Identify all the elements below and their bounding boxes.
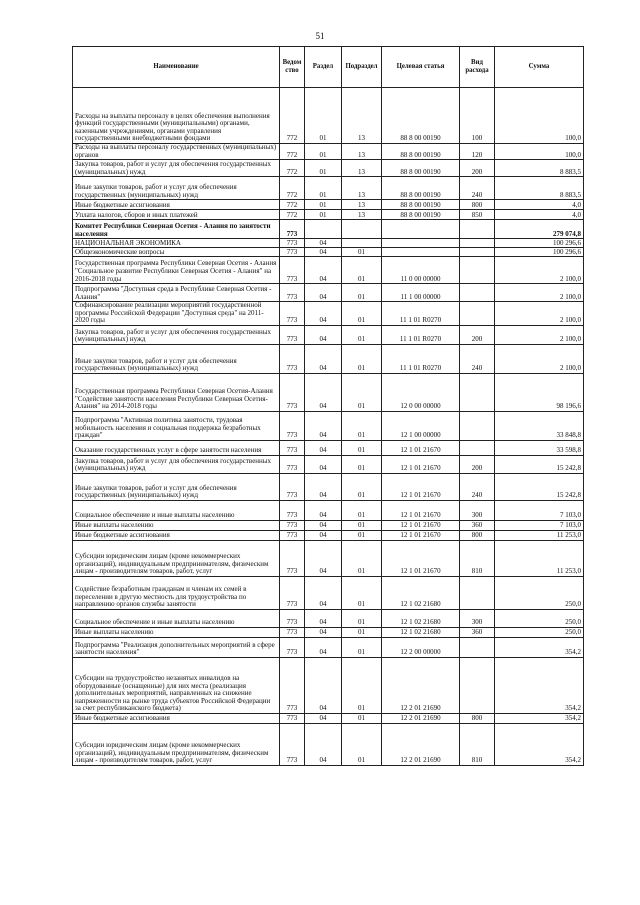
cell-target: 12 1 01 21670 [382, 473, 460, 500]
cell-sum: 11 253,0 [495, 540, 584, 576]
cell-sum: 2 100,0 [495, 284, 584, 302]
cell-subsection: 13 [342, 160, 382, 177]
header-sum: Сумма [495, 47, 584, 88]
cell-name: НАЦИОНАЛЬНАЯ ЭКОНОМИКА [73, 239, 280, 248]
cell-type: 200 [460, 160, 495, 177]
cell-type: 200 [460, 455, 495, 473]
cell-type [460, 239, 495, 248]
cell-ministry: 773 [280, 257, 305, 284]
table-row [73, 88, 584, 144]
cell-target [382, 220, 460, 239]
cell-subsection: 13 [342, 200, 382, 210]
cell-target: 12 0 00 00000 [382, 373, 460, 411]
cell-sum: 100,0 [495, 144, 584, 160]
cell-target: 11 1 01 R0270 [382, 325, 460, 344]
cell-name: Государственная программа Республики Северная Осетия-Алания "Содействие занятости населения Республики Северная Осетия-Алания" на 2014-2018 годы [73, 373, 280, 411]
cell-ministry: 773 [280, 473, 305, 500]
cell-target: 88 8 00 00190 [382, 88, 460, 144]
page-number: 51 [315, 31, 325, 41]
cell-section: 04 [305, 344, 342, 373]
cell-name: Уплата налогов, сборов и иных платежей [73, 210, 280, 220]
cell-name: Иные закупки товаров, работ и услуг для обеспечения государственных (муниципальных) нужд [73, 473, 280, 500]
cell-section: 04 [305, 713, 342, 723]
cell-type [460, 302, 495, 326]
cell-subsection: 01 [342, 473, 382, 500]
table-row [73, 177, 584, 200]
cell-section: 04 [305, 325, 342, 344]
cell-name: Иные бюджетные ассигнования [73, 200, 280, 210]
table-row [73, 220, 584, 239]
cell-section: 04 [305, 576, 342, 609]
cell-ministry: 772 [280, 210, 305, 220]
cell-sum: 11 253,0 [495, 530, 584, 540]
cell-section: 04 [305, 627, 342, 637]
cell-ministry: 773 [280, 344, 305, 373]
cell-target: 12 1 02 21680 [382, 609, 460, 627]
cell-subsection: 01 [342, 609, 382, 627]
cell-target: 88 8 00 00190 [382, 177, 460, 200]
cell-ministry: 773 [280, 609, 305, 627]
cell-sum: 250,0 [495, 576, 584, 609]
cell-sum: 250,0 [495, 627, 584, 637]
cell-type: 800 [460, 530, 495, 540]
cell-name: Закупка товаров, работ и услуг для обеспечения государственных (муниципальных) нужд [73, 455, 280, 473]
table-row [73, 473, 584, 500]
table-row [73, 239, 584, 248]
cell-type [460, 411, 495, 440]
cell-section: 04 [305, 455, 342, 473]
cell-sum: 100 296,6 [495, 248, 584, 257]
cell-subsection: 13 [342, 144, 382, 160]
cell-subsection: 01 [342, 540, 382, 576]
cell-sum: 98 196,6 [495, 373, 584, 411]
cell-ministry: 772 [280, 177, 305, 200]
cell-sum: 2 100,0 [495, 325, 584, 344]
cell-subsection: 01 [342, 530, 382, 540]
cell-sum: 354,2 [495, 637, 584, 657]
cell-sum: 354,2 [495, 723, 584, 765]
cell-section: 04 [305, 411, 342, 440]
cell-section: 01 [305, 144, 342, 160]
cell-section: 01 [305, 177, 342, 200]
cell-type: 240 [460, 177, 495, 200]
table-row [73, 520, 584, 530]
cell-ministry: 773 [280, 248, 305, 257]
cell-section: 04 [305, 657, 342, 713]
cell-section: 04 [305, 257, 342, 284]
cell-sum: 33 598,8 [495, 440, 584, 455]
cell-type [460, 373, 495, 411]
cell-name: Иные выплаты населению [73, 520, 280, 530]
cell-type: 300 [460, 500, 495, 520]
cell-type [460, 257, 495, 284]
cell-subsection: 01 [342, 627, 382, 637]
cell-ministry: 773 [280, 455, 305, 473]
cell-name: Иные выплаты населению [73, 627, 280, 637]
cell-target [382, 239, 460, 248]
cell-sum: 4,0 [495, 200, 584, 210]
cell-type: 810 [460, 723, 495, 765]
cell-sum: 33 848,8 [495, 411, 584, 440]
cell-section: 01 [305, 200, 342, 210]
cell-sum: 4,0 [495, 210, 584, 220]
cell-type [460, 248, 495, 257]
cell-subsection: 01 [342, 455, 382, 473]
cell-target: 12 1 01 21670 [382, 530, 460, 540]
cell-name: Расходы на выплаты персоналу в целях обеспечения выполнения функций государственными (муниципальными) органами, казенными учреждениями, органами управления государственными внебюджетными фондами [73, 88, 280, 144]
cell-target: 12 1 02 21680 [382, 576, 460, 609]
cell-name: Субсидии на трудоустройство незанятых инвалидов на оборудованные (оснащенные) для них места (реализация дополнительных мероприятий, направленных на снижение напряженности на рынке труда субъектов Российской Федерации за счет республиканского бюджета) [73, 657, 280, 713]
cell-sum: 8 883,5 [495, 177, 584, 200]
cell-subsection: 01 [342, 657, 382, 713]
cell-type: 360 [460, 627, 495, 637]
header-ministry: Ведом ство [280, 47, 305, 88]
cell-sum: 15 242,8 [495, 455, 584, 473]
cell-target: 12 1 01 21670 [382, 500, 460, 520]
cell-subsection: 01 [342, 284, 382, 302]
header-name: Наименование [73, 47, 280, 88]
cell-section: 04 [305, 239, 342, 248]
cell-type: 300 [460, 609, 495, 627]
cell-target: 12 1 01 21670 [382, 540, 460, 576]
header-section: Раздел [305, 47, 342, 88]
cell-ministry: 773 [280, 627, 305, 637]
cell-target: 12 1 01 21670 [382, 520, 460, 530]
cell-name: Иные закупки товаров, работ и услуг для обеспечения государственных (муниципальных) нужд [73, 344, 280, 373]
cell-sum: 7 103,0 [495, 500, 584, 520]
cell-subsection: 01 [342, 723, 382, 765]
cell-type: 800 [460, 713, 495, 723]
cell-type: 850 [460, 210, 495, 220]
cell-target: 12 1 00 00000 [382, 411, 460, 440]
cell-ministry: 773 [280, 440, 305, 455]
table-row [73, 440, 584, 455]
cell-ministry: 773 [280, 637, 305, 657]
cell-type: 240 [460, 344, 495, 373]
cell-subsection: 01 [342, 411, 382, 440]
cell-ministry: 773 [280, 500, 305, 520]
cell-sum: 15 242,8 [495, 473, 584, 500]
cell-section [305, 220, 342, 239]
cell-subsection: 13 [342, 88, 382, 144]
cell-section: 04 [305, 248, 342, 257]
table-row [73, 723, 584, 765]
table-row [73, 373, 584, 411]
cell-type: 810 [460, 540, 495, 576]
cell-sum: 100 296,6 [495, 239, 584, 248]
table-row [73, 609, 584, 627]
cell-target: 11 1 01 R0270 [382, 344, 460, 373]
cell-section: 04 [305, 609, 342, 627]
cell-type: 240 [460, 473, 495, 500]
cell-name: Иные бюджетные ассигнования [73, 713, 280, 723]
cell-target: 12 2 01 21690 [382, 713, 460, 723]
cell-sum: 100,0 [495, 88, 584, 144]
cell-name: Государственная программа Республики Северная Осетия - Алания "Социальное развитие Республики Северная Осетия - Алания" на 2016-2018 годы [73, 257, 280, 284]
cell-section: 01 [305, 210, 342, 220]
cell-ministry: 772 [280, 160, 305, 177]
table-row [73, 576, 584, 609]
cell-ministry: 773 [280, 520, 305, 530]
cell-subsection: 01 [342, 325, 382, 344]
cell-subsection: 01 [342, 500, 382, 520]
cell-target: 11 1 01 R0270 [382, 302, 460, 326]
table-row [73, 257, 584, 284]
cell-section: 04 [305, 637, 342, 657]
table-row [73, 160, 584, 177]
cell-ministry: 773 [280, 239, 305, 248]
cell-name: Закупка товаров, работ и услуг для обеспечения государственных (муниципальных) нужд [73, 325, 280, 344]
cell-section: 04 [305, 302, 342, 326]
cell-subsection: 01 [342, 440, 382, 455]
cell-subsection [342, 220, 382, 239]
cell-target: 12 1 02 21680 [382, 627, 460, 637]
cell-type: 360 [460, 520, 495, 530]
table-row [73, 144, 584, 160]
cell-type [460, 220, 495, 239]
cell-section: 01 [305, 88, 342, 144]
table-body [73, 88, 584, 766]
table-row [73, 248, 584, 257]
cell-target: 88 8 00 00190 [382, 144, 460, 160]
cell-name: Иные бюджетные ассигнования [73, 530, 280, 540]
cell-target: 11 0 00 00000 [382, 257, 460, 284]
cell-subsection: 01 [342, 373, 382, 411]
cell-section: 04 [305, 520, 342, 530]
header-target: Целевая статья [382, 47, 460, 88]
cell-name: Общеэкономические вопросы [73, 248, 280, 257]
cell-sum: 2 100,0 [495, 344, 584, 373]
cell-type [460, 657, 495, 713]
cell-type: 800 [460, 200, 495, 210]
cell-ministry: 772 [280, 144, 305, 160]
cell-subsection: 01 [342, 637, 382, 657]
cell-ministry: 772 [280, 88, 305, 144]
cell-subsection: 01 [342, 344, 382, 373]
cell-sum: 279 074,8 [495, 220, 584, 239]
cell-section: 04 [305, 500, 342, 520]
cell-type: 200 [460, 325, 495, 344]
cell-type: 100 [460, 88, 495, 144]
cell-name: Социальное обеспечение и иные выплаты населению [73, 609, 280, 627]
cell-target: 12 2 01 21690 [382, 723, 460, 765]
cell-name: Подпрограмма "Реализация дополнительных мероприятий в сфере занятости населения" [73, 637, 280, 657]
cell-ministry: 773 [280, 713, 305, 723]
cell-name: Подпрограмма "Активная политика занятости, трудовая мобильность населения и социальная поддержка безработных граждан" [73, 411, 280, 440]
cell-sum: 250,0 [495, 609, 584, 627]
cell-subsection [342, 239, 382, 248]
budget-table [72, 46, 584, 766]
table-row [73, 210, 584, 220]
cell-section: 04 [305, 530, 342, 540]
cell-target: 88 8 00 00190 [382, 160, 460, 177]
cell-type: 120 [460, 144, 495, 160]
header-subsection: Подраздел [342, 47, 382, 88]
cell-name: Социальное обеспечение и иные выплаты населению [73, 500, 280, 520]
cell-type [460, 284, 495, 302]
cell-sum: 7 103,0 [495, 520, 584, 530]
cell-section: 04 [305, 373, 342, 411]
cell-subsection: 13 [342, 177, 382, 200]
cell-name: Иные закупки товаров, работ и услуг для обеспечения государственных (муниципальных) нужд [73, 177, 280, 200]
header-row [73, 47, 584, 88]
cell-target: 88 8 00 00190 [382, 200, 460, 210]
cell-section: 04 [305, 440, 342, 455]
cell-ministry: 773 [280, 302, 305, 326]
table-row [73, 627, 584, 637]
cell-target: 12 1 01 21670 [382, 455, 460, 473]
cell-name: Расходы на выплаты персоналу государственных (муниципальных) органов [73, 144, 280, 160]
cell-sum: 2 100,0 [495, 257, 584, 284]
cell-ministry: 773 [280, 723, 305, 765]
cell-sum: 354,2 [495, 713, 584, 723]
cell-name: Подпрограмма "Доступная среда в Республике Северная Осетия - Алания" [73, 284, 280, 302]
cell-ministry: 773 [280, 530, 305, 540]
table-row [73, 455, 584, 473]
cell-subsection: 01 [342, 713, 382, 723]
table-row [73, 200, 584, 210]
cell-subsection: 01 [342, 520, 382, 530]
cell-target [382, 248, 460, 257]
table-row [73, 540, 584, 576]
cell-sum: 2 100,0 [495, 302, 584, 326]
cell-ministry: 773 [280, 657, 305, 713]
cell-ministry: 772 [280, 200, 305, 210]
cell-subsection: 01 [342, 576, 382, 609]
cell-target: 11 1 00 00000 [382, 284, 460, 302]
table-row [73, 344, 584, 373]
cell-ministry: 773 [280, 411, 305, 440]
cell-type [460, 440, 495, 455]
cell-name: Комитет Республики Северная Осетия - Алания по занятости населения [73, 220, 280, 239]
cell-subsection: 13 [342, 210, 382, 220]
table-row [73, 657, 584, 713]
cell-ministry: 773 [280, 220, 305, 239]
cell-section: 04 [305, 723, 342, 765]
cell-ministry: 773 [280, 325, 305, 344]
table-row [73, 411, 584, 440]
table-row [73, 637, 584, 657]
cell-section: 04 [305, 540, 342, 576]
table-row [73, 284, 584, 302]
cell-type [460, 576, 495, 609]
table-row [73, 500, 584, 520]
cell-ministry: 773 [280, 576, 305, 609]
table-row [73, 302, 584, 326]
table-row [73, 325, 584, 344]
cell-sum: 354,2 [495, 657, 584, 713]
cell-ministry: 773 [280, 373, 305, 411]
cell-name: Оказание государственных услуг в сфере занятости населения [73, 440, 280, 455]
cell-name: Содействие безработным гражданам и членам их семей в переселении в другую местность для трудоустройства по направлению органов службы занятости [73, 576, 280, 609]
cell-target: 12 2 00 00000 [382, 637, 460, 657]
cell-section: 01 [305, 160, 342, 177]
cell-name: Закупка товаров, работ и услуг для обеспечения государственных (муниципальных) нужд [73, 160, 280, 177]
header-type: Вид расхода [460, 47, 495, 88]
cell-name: Субсидии юридическим лицам (кроме некоммерческих организаций), индивидуальным предпринимателям, физическим лицам - производителям товаров, работ, услуг [73, 540, 280, 576]
table-row [73, 530, 584, 540]
cell-name: Софинансирование реализации мероприятий государственной программы Российской Федерации "Доступная среда" на 2011-2020 годы [73, 302, 280, 326]
cell-subsection: 01 [342, 302, 382, 326]
cell-sum: 8 883,5 [495, 160, 584, 177]
cell-subsection: 01 [342, 257, 382, 284]
cell-type [460, 637, 495, 657]
table-row [73, 713, 584, 723]
cell-section: 04 [305, 284, 342, 302]
cell-name: Субсидии юридическим лицам (кроме некоммерческих организаций), индивидуальным предпринимателям, физическим лицам - производителям товаров, работ, услуг [73, 723, 280, 765]
cell-subsection: 01 [342, 248, 382, 257]
cell-section: 04 [305, 473, 342, 500]
cell-ministry: 773 [280, 284, 305, 302]
cell-target: 12 2 01 21690 [382, 657, 460, 713]
cell-target: 12 1 01 21670 [382, 440, 460, 455]
cell-target: 88 8 00 00190 [382, 210, 460, 220]
cell-ministry: 773 [280, 540, 305, 576]
